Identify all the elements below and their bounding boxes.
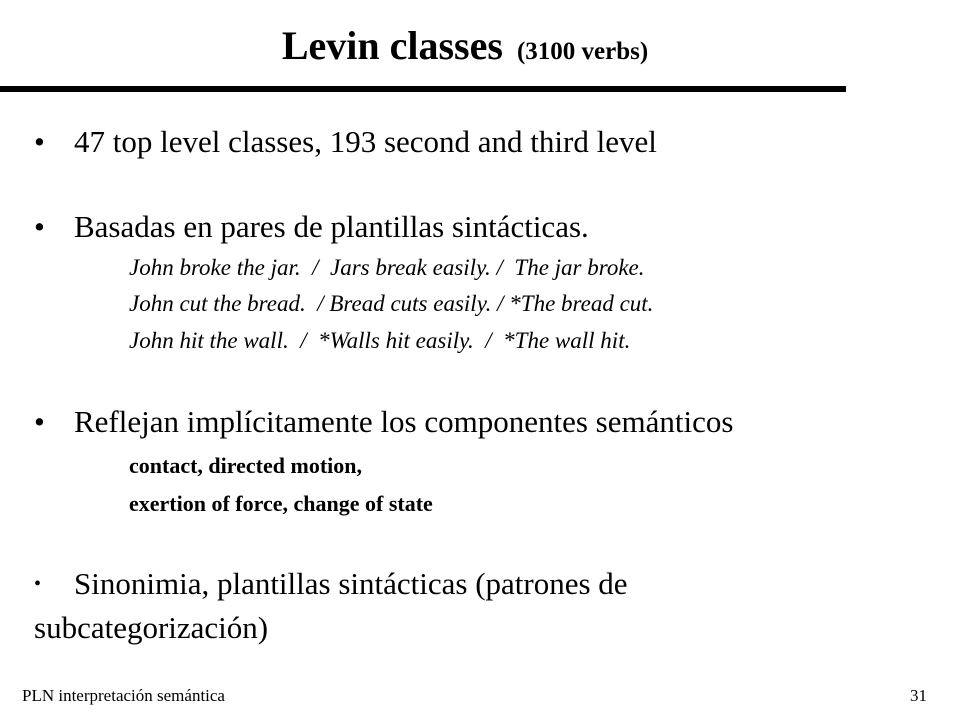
bullet-text-4-continuation: subcategorización): [34, 610, 269, 645]
bullet-item-4: [34, 565, 628, 603]
title-main: Levin classes: [281, 23, 503, 68]
bullet-icon: •: [34, 209, 45, 244]
bullet-icon: •: [34, 404, 45, 439]
footer-course-label: PLN interpretación semántica: [22, 686, 225, 705]
bullet-item-3: [34, 403, 733, 441]
bullet-icon: •: [34, 124, 45, 159]
bullet-text-4: Sinonimia, plantillas sintácticas (patrones de: [74, 566, 628, 601]
bullet-text-2: Basadas en pares de plantillas sintácticas.: [74, 209, 589, 244]
example-line-3: John hit the wall. / *Walls hit easily. / *The wall hit.: [129, 328, 631, 353]
bullet-item-1: [34, 123, 657, 161]
page-number: 31: [910, 686, 927, 705]
slide-title: [0, 22, 930, 76]
semantic-components-line-2: exertion of force, change of state: [129, 491, 433, 516]
title-underline: [0, 86, 846, 92]
example-line-2: John cut the bread. / Bread cuts easily. / *The bread cut.: [129, 291, 654, 316]
title-subtitle: (3100 verbs): [516, 38, 649, 65]
bullet-text-3: Reflejan implícitamente los componentes semánticos: [74, 404, 734, 439]
bullet-text-1: 47 top level classes, 193 second and third level: [74, 124, 657, 159]
semantic-components-line-1: contact, directed motion,: [129, 453, 362, 478]
bullet-item-2: [34, 208, 589, 246]
example-line-1: John broke the jar. / Jars break easily. / The jar broke.: [129, 255, 645, 280]
bullet-icon: •: [34, 573, 42, 595]
